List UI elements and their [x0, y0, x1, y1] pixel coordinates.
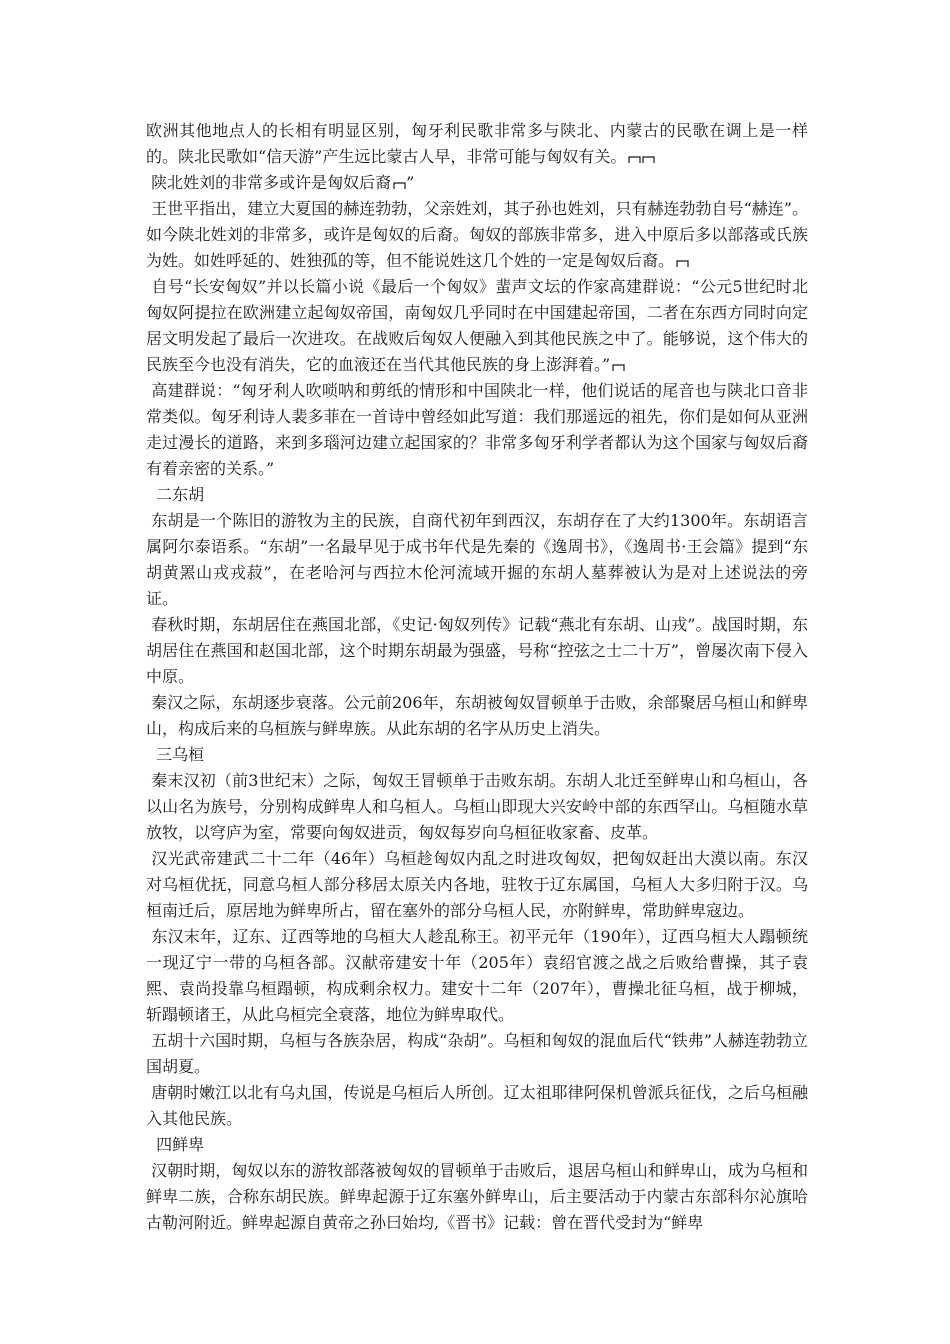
paragraph-text: 高建群说：“匈牙利人吹唢呐和剪纸的情形和中国陕北一样，他们说话的尾音也与陕北口音非常类似。匈牙利诗人裴多菲在一首诗中曾经如此写道：我们那遥远的祖先，你们是如何从亚洲走过漫长的道路，来到多瑙河边建立起国家的？非常多匈牙利学者都认为这个国家与匈奴后裔有着亲密的关系。” — [146, 381, 808, 478]
paragraph — [146, 1132, 808, 1158]
paragraph-text: 春秋时期，东胡居住在燕国北部，《史记·匈奴列传》记载“燕北有东胡、山戎”。战国时期，东胡居住在燕国和赵国北部，这个时期东胡最为强盛，号称“控弦之士二十万”，曾屡次南下侵入中原。 — [146, 615, 808, 686]
paragraph — [146, 1080, 808, 1132]
paragraph — [146, 924, 808, 1028]
paragraph-text: 二东胡 — [146, 485, 205, 504]
paragraph — [146, 118, 808, 170]
paragraph-text: 秦汉之际，东胡逐步衰落。公元前206年，东胡被匈奴冒顿单于击败，余部聚居乌桓山和鲜卑山，构成后来的乌桓族与鲜卑族。从此东胡的名字从历史上消失。 — [146, 693, 808, 738]
paragraph-text: 唐朝时嫩江以北有乌丸国，传说是乌桓后人所创。辽太祖耶律阿保机曾派兵征伐，之后乌桓融入其他民族。 — [146, 1083, 808, 1128]
paragraph-text: 汉光武帝建武二十二年（46年）乌桓趁匈奴内乱之时进攻匈奴，把匈奴赶出大漠以南。东汉对乌桓优抚，同意乌桓人部分移居太原关内各地，驻牧于辽东属国，乌桓人大多归附于汉。乌桓南迁后，原居地为鲜卑所占，留在塞外的部分乌桓人民，亦附鲜卑，常助鲜卑寇边。 — [146, 849, 808, 920]
footnote-bracket-icon — [676, 258, 689, 271]
paragraph — [146, 612, 808, 690]
paragraph-text: 王世平指出，建立大夏国的赫连勃勃，父亲姓刘，其子孙也姓刘，只有赫连勃勃自号“赫连”。如今陕北姓刘的非常多，或许是匈奴的后裔。匈奴的部族非常多，进入中原后多以部落或氏族为姓。如姓呼延的、姓独孤的等，但不能说姓这几个姓的一定是匈奴后裔。 — [146, 199, 808, 270]
footnote-bracket-icon — [393, 180, 406, 193]
footnote-bracket-icon — [642, 154, 655, 167]
paragraph — [146, 846, 808, 924]
paragraph — [146, 742, 808, 768]
paragraph-text: 秦末汉初（前3世纪末）之际，匈奴王冒顿单于击败东胡。东胡人北迁至鲜卑山和乌桓山，各以山名为族号，分别构成鲜卑人和乌桓人。乌桓山即现大兴安岭中部的东西罕山。乌桓随水草放牧，以穹庐为室，常要向匈奴进贡，匈奴每岁向乌桓征收家畜、皮革。 — [146, 771, 808, 842]
paragraph-text: 汉朝时期，匈奴以东的游牧部落被匈奴的冒顿单于击败后，退居乌桓山和鲜卑山，成为乌桓和鲜卑二族，合称东胡民族。鲜卑起源于辽东塞外鲜卑山，后主要活动于内蒙古东部科尔沁旗哈古勒河附近。鲜卑起源自黄帝之孙曰始均,《晋书》记载：曾在晋代受封为“鲜卑 — [146, 1161, 808, 1232]
paragraph-text: 陕北姓刘的非常多或许是匈奴后裔 — [146, 173, 392, 192]
paragraph — [146, 482, 808, 508]
paragraph — [146, 378, 808, 482]
paragraph-text: 五胡十六国时期，乌桓与各族杂居，构成“杂胡”。乌桓和匈奴的混血后代“铁弗”人赫连勃勃立国胡夏。 — [146, 1031, 808, 1076]
paragraph — [146, 690, 808, 742]
paragraph-text: 欧洲其他地点人的长相有明显区别，匈牙利民歌非常多与陕北、内蒙古的民歌在调上是一样的。陕北民歌如“信天游”产生远比蒙古人早，非常可能与匈奴有关。 — [146, 121, 808, 166]
footnote-bracket-icon — [628, 154, 641, 167]
paragraph-text: 东汉末年，辽东、辽西等地的乌桓大人趁乱称王。初平元年（190年），辽西乌桓大人蹋顿统一现辽宁一带的乌桓各部。汉献帝建安十年（205年）袁绍官渡之战之后败给曹操，其子袁熙、袁尚投靠乌桓蹋顿，构成剩余权力。建安十二年（207年），曹操北征乌桓，战于柳城，斩蹋顿诸王，从此乌桓完全衰落，地位为鲜卑取代。 — [146, 927, 808, 1024]
paragraph-text: 东胡是一个陈旧的游牧为主的民族，自商代初年到西汉，东胡存在了大约1300年。东胡语言属阿尔泰语系。“东胡”一名最早见于成书年代是先秦的《逸周书》，《逸周书·王会篇》提到“东胡黄罴山戎戎菽”，在老哈河与西拉木伦河流域开掘的东胡人墓葬被认为是对上述说法的旁证。 — [146, 511, 808, 608]
paragraph — [146, 196, 808, 274]
paragraph — [146, 274, 808, 378]
document-body — [146, 118, 808, 1236]
paragraph-text: 三乌桓 — [146, 745, 205, 764]
paragraph-text: 四鲜卑 — [146, 1135, 205, 1154]
footnote-bracket-icon — [612, 362, 625, 375]
paragraph — [146, 170, 808, 196]
paragraph — [146, 768, 808, 846]
paragraph — [146, 1028, 808, 1080]
paragraph-text: 自号“长安匈奴”并以长篇小说《最后一个匈奴》蜚声文坛的作家高建群说：“公元5世纪时北匈奴阿提拉在欧洲建立起匈奴帝国，南匈奴几乎同时在中国建起帝国，二者在东西方同时向定居文明发起了最后一次进攻。在战败后匈奴人便融入到其他民族之中了。能够说，这个伟大的民族至今也没有消失，它的血液还在当代其他民族的身上澎湃着。” — [146, 277, 808, 374]
paragraph — [146, 1158, 808, 1236]
paragraph — [146, 508, 808, 612]
paragraph-tail: ” — [406, 173, 415, 192]
